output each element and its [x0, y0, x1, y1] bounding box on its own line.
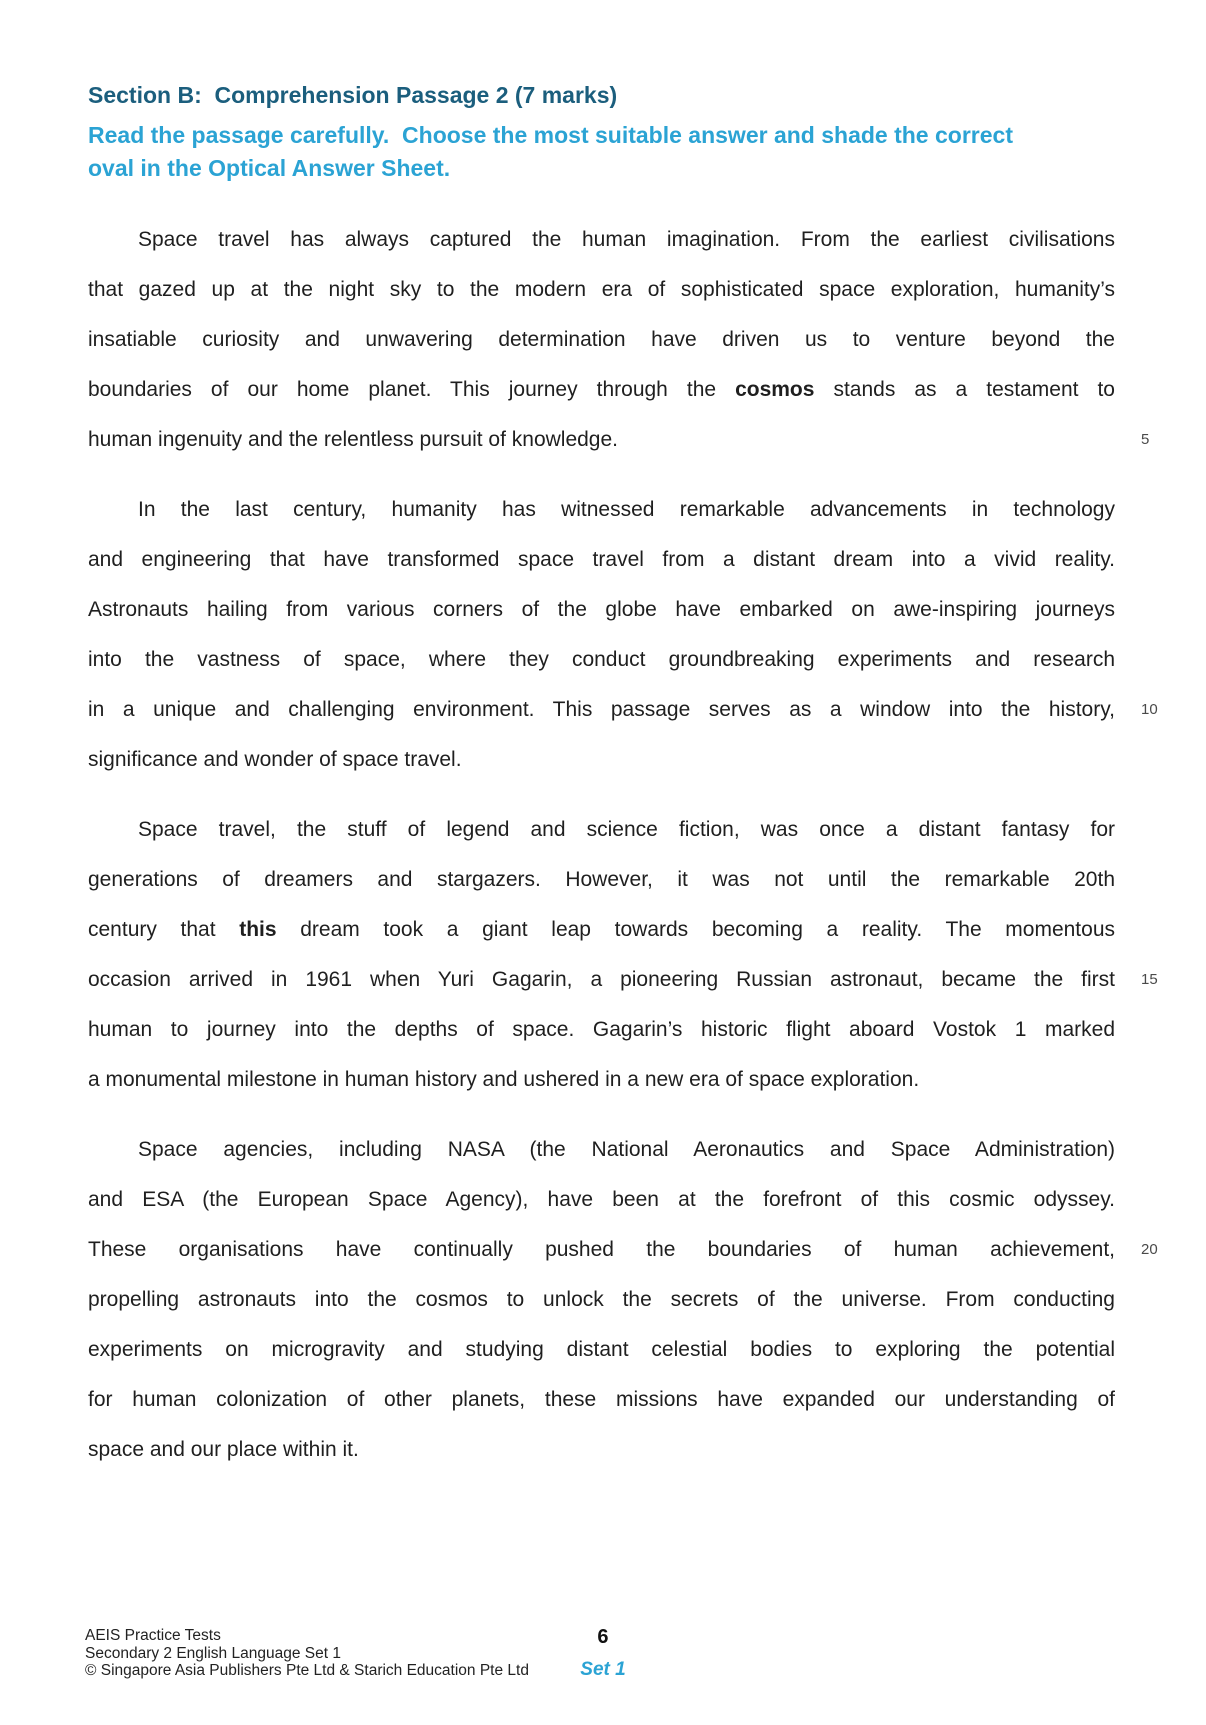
passage-line: for human colonization of other planets, these missions have expanded our understanding of — [88, 1388, 1115, 1411]
passage-line: human ingenuity and the relentless pursuit of knowledge. 5 — [88, 415, 1115, 465]
passage-line: space and our place within it. — [88, 1438, 359, 1461]
footer-imprint-line: AEIS Practice Tests — [85, 1627, 221, 1644]
passage-line: insatiable curiosity and unwavering determination have driven us to venture beyond the — [88, 328, 1115, 351]
passage-line: a monumental milestone in human history and ushered in a new era of space exploration. — [88, 1068, 920, 1091]
passage-line: experiments on microgravity and studying distant celestial bodies to exploring the potential — [88, 1338, 1115, 1361]
set-label: Set 1 — [580, 1659, 626, 1680]
line-number: 20 — [1141, 1241, 1158, 1258]
line-number: 15 — [1141, 971, 1158, 988]
instructions — [88, 119, 1013, 185]
paragraph-1 — [88, 215, 1150, 465]
instructions-line: oval in the Optical Answer Sheet. — [88, 155, 451, 181]
footer-page-info — [580, 1626, 625, 1681]
passage-line: These organisations have continually pushed the boundaries of human achievement, 20 — [88, 1225, 1115, 1275]
passage-line: Space travel, the stuff of legend and science fiction, was once a distant fantasy for — [138, 818, 1115, 841]
passage-line: and ESA (the European Space Agency), have been at the forefront of this cosmic odyssey. — [88, 1188, 1115, 1211]
passage-line: century that this dream took a giant leap towards becoming a reality. The momentous — [88, 918, 1116, 941]
footer-imprint-line: © Singapore Asia Publishers Pte Ltd & Starich Education Pte Ltd — [85, 1662, 529, 1679]
passage-line: into the vastness of space, where they conduct groundbreaking experiments and research — [88, 648, 1115, 671]
instructions-line: Read the passage carefully. Choose the most suitable answer and shade the correct — [88, 122, 1013, 148]
passage-line: Space travel has always captured the human imagination. From the earliest civilisations — [138, 228, 1115, 251]
bold-word: cosmos — [735, 378, 815, 401]
passage-line: Astronauts hailing from various corners of the globe have embarked on awe-inspiring journeys — [88, 598, 1115, 621]
passage-line: and engineering that have transformed space travel from a distant dream into a vivid reality. — [88, 548, 1115, 571]
passage-line: Space agencies, including NASA (the National Aeronautics and Space Administration) — [138, 1138, 1115, 1161]
paragraph-3 — [88, 805, 1158, 1105]
passage-body — [88, 215, 1158, 1495]
passage-line: human to journey into the depths of space. Gagarin’s historic flight aboard Vostok 1 marked — [88, 1018, 1115, 1041]
passage-line: occasion arrived in 1961 when Yuri Gagarin, a pioneering Russian astronaut, became the first 15 — [88, 955, 1115, 1005]
passage-line: significance and wonder of space travel. — [88, 748, 462, 771]
passage-line: In the last century, humanity has witnessed remarkable advancements in technology — [138, 498, 1115, 521]
passage-line: in a unique and challenging environment. This passage serves as a window into the history, 10 — [88, 685, 1115, 735]
paragraph-2 — [88, 485, 1158, 785]
line-number: 10 — [1141, 701, 1158, 718]
footer-imprint-line: Secondary 2 English Language Set 1 — [85, 1644, 341, 1662]
passage-line: boundaries of our home planet. This journey through the cosmos stands as a testament to — [88, 378, 1115, 401]
paragraph-4 — [88, 1125, 1158, 1475]
line-number: 5 — [1141, 431, 1150, 448]
footer-imprint — [85, 1627, 529, 1680]
section-heading: Section B: Comprehension Passage 2 (7 marks) — [88, 82, 618, 108]
bold-word: this — [239, 918, 277, 941]
passage-line: generations of dreamers and stargazers. However, it was not until the remarkable 20th — [88, 868, 1115, 891]
passage-line: that gazed up at the night sky to the modern era of sophisticated space exploration, humanity’s — [88, 278, 1115, 301]
page-number: 6 — [597, 1626, 609, 1648]
passage-line: propelling astronauts into the cosmos to unlock the secrets of the universe. From conducting — [88, 1288, 1115, 1311]
